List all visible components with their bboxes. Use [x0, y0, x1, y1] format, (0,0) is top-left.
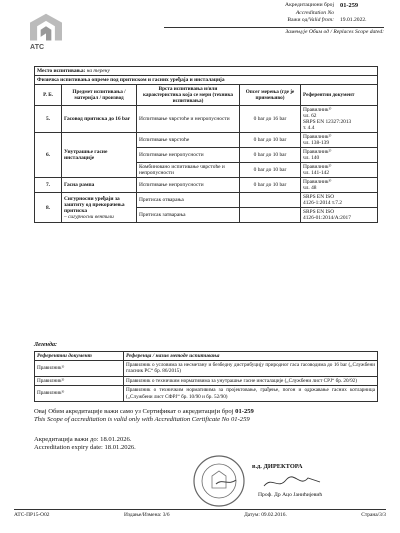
- row-range: 0 bar до 10 bar: [240, 178, 301, 193]
- validity-statement: Овај Обим акредитације важи само уз Сертификат о акредитацији број 01-259 This Scope of accreditation is valid only with Accreditation Certificate No 01-259: [34, 408, 254, 424]
- legend-table: [34, 351, 378, 402]
- footer-date: Датум: 09.02.2016.: [244, 512, 287, 518]
- row-reference: Правилник²⁾ чл. 138-139: [301, 133, 378, 148]
- row-range: 0 bar до 10 bar: [240, 133, 301, 148]
- legend-row: [35, 376, 378, 385]
- legend-col-reference: Референтни документ: [35, 352, 124, 361]
- signature-icon: [262, 472, 322, 492]
- legend-description: Правилник о техничким нормативима за унутрашње гасне инсталације („Службени лист СРЈ“ бр. 20/92): [124, 376, 378, 385]
- row-method: Комбиновано испитивање чврстоће и непропусности: [137, 163, 240, 178]
- row-number: 7.: [35, 178, 62, 193]
- scope-row: [35, 178, 378, 193]
- row-number: 6.: [35, 133, 62, 178]
- legend-title: Легенда:: [34, 342, 57, 348]
- row-method: Испитивање чврстоће и непропусности: [137, 106, 240, 133]
- replaces-label: Замењује Обим од / Replaces Scope dated:: [285, 28, 384, 35]
- row-object: Гасна рампа: [62, 178, 137, 193]
- ats-logo-icon: [28, 12, 64, 44]
- row-object: Гасовод притиска до 16 bar: [62, 106, 137, 133]
- accreditation-number: 01-259: [340, 2, 359, 9]
- row-range: [240, 193, 301, 208]
- row-reference: Правилник²⁾ чл. 140: [301, 148, 378, 163]
- row-method: Испитивање чврстоће: [137, 133, 240, 148]
- row-reference: SRPS EN ISO 4126-01:2014/A:2017: [301, 208, 378, 223]
- row-object: Унутрашње гасне инсталације: [62, 133, 137, 178]
- legend-reference: Правилник¹⁾: [35, 361, 124, 377]
- row-object: Сигурносни уређаји за заштиту од прекорачења притиска – сигурносни вентили: [62, 193, 137, 223]
- signer-name: Проф. Др Ацо Јанићијевић: [258, 492, 323, 498]
- row-reference: Правилник²⁾ чл. 141-142: [301, 163, 378, 178]
- row-reference: SRPS EN ISO 4126-1:2014 т.7.2: [301, 193, 378, 208]
- legend-row: [35, 386, 378, 402]
- legend-row: [35, 361, 378, 377]
- legend-description: Правилник о условима за несметану и безбедну дистрибуцију природног гаса гасоводима до 16 bar („Службени гласник РС“ бр. 86/2015): [124, 361, 378, 377]
- col-header-method: Врста испитивања и/или карактеристика која се мери (техника испитивања): [137, 85, 240, 106]
- valid-from-date: 19.01.2022.: [340, 17, 367, 24]
- site-row: Место испитивања: на терену: [35, 67, 378, 76]
- row-reference: Правилник³⁾ чл. 48: [301, 178, 378, 193]
- section-title: Физичка испитивања опреме под притиском и гасних уређаја и инсталација: [35, 76, 378, 85]
- scope-row: [35, 133, 378, 148]
- scope-table: [34, 66, 378, 223]
- row-number: 5.: [35, 106, 62, 133]
- page-footer: [14, 509, 386, 518]
- row-method: Испитивање непропусности: [137, 178, 240, 193]
- col-header-object: Предмет испитивања / материјал / производ: [62, 85, 137, 106]
- row-range: [240, 208, 301, 223]
- footer-page: Страна/3/3: [361, 512, 386, 518]
- row-range: 0 bar до 10 bar: [240, 163, 301, 178]
- scope-row: [35, 106, 378, 133]
- row-method: Притисак отварања: [137, 193, 240, 208]
- legend-col-description: Референца / назив методе испитивања: [124, 352, 378, 361]
- col-header-reference: Референтни документ: [301, 85, 378, 106]
- signer-title: в.д. ДИРЕКТОРА: [252, 463, 303, 470]
- row-method: Испитивање непропусности: [137, 148, 240, 163]
- row-reference: Правилник¹⁾ чл. 62 SRPS EN 12327:2013 т. 4.4: [301, 106, 378, 133]
- expiry-dates: Акредитација важи до: 18.01.2026. Accreditation expiry date: 18.01.2026.: [34, 436, 136, 452]
- legend-reference: Правилник³⁾: [35, 386, 124, 402]
- footer-code: АТС-ПР15-О02: [14, 512, 50, 518]
- row-method: Притисак затварања: [137, 208, 240, 223]
- scope-row: [35, 193, 378, 208]
- footer-edition: Издање/Измена: 3/6: [123, 512, 170, 518]
- legend-reference: Правилник²⁾: [35, 376, 124, 385]
- col-header-range: Опсег мерења (где је примењиво): [240, 85, 301, 106]
- row-number: 8.: [35, 193, 62, 223]
- logo-text: АТС: [30, 44, 45, 51]
- accreditation-header: Акредитациони број Accreditation No 01-259 Важи од/Valid from: 19.01.2022. Замењује Обим од / Replaces Scope dated:: [164, 2, 384, 36]
- official-stamp-icon: [192, 454, 246, 508]
- legend-description: Правилник о техничким нормативима за пројектовање, грађење, погон и одржавање гасних котларница („Службени лист СФРЈ“ бр. 10/90 и бр. 52/90): [124, 386, 378, 402]
- row-range: 0 bar до 16 bar: [240, 106, 301, 133]
- row-range: 0 bar до 10 bar: [240, 148, 301, 163]
- col-header-no: Р. Б.: [35, 85, 62, 106]
